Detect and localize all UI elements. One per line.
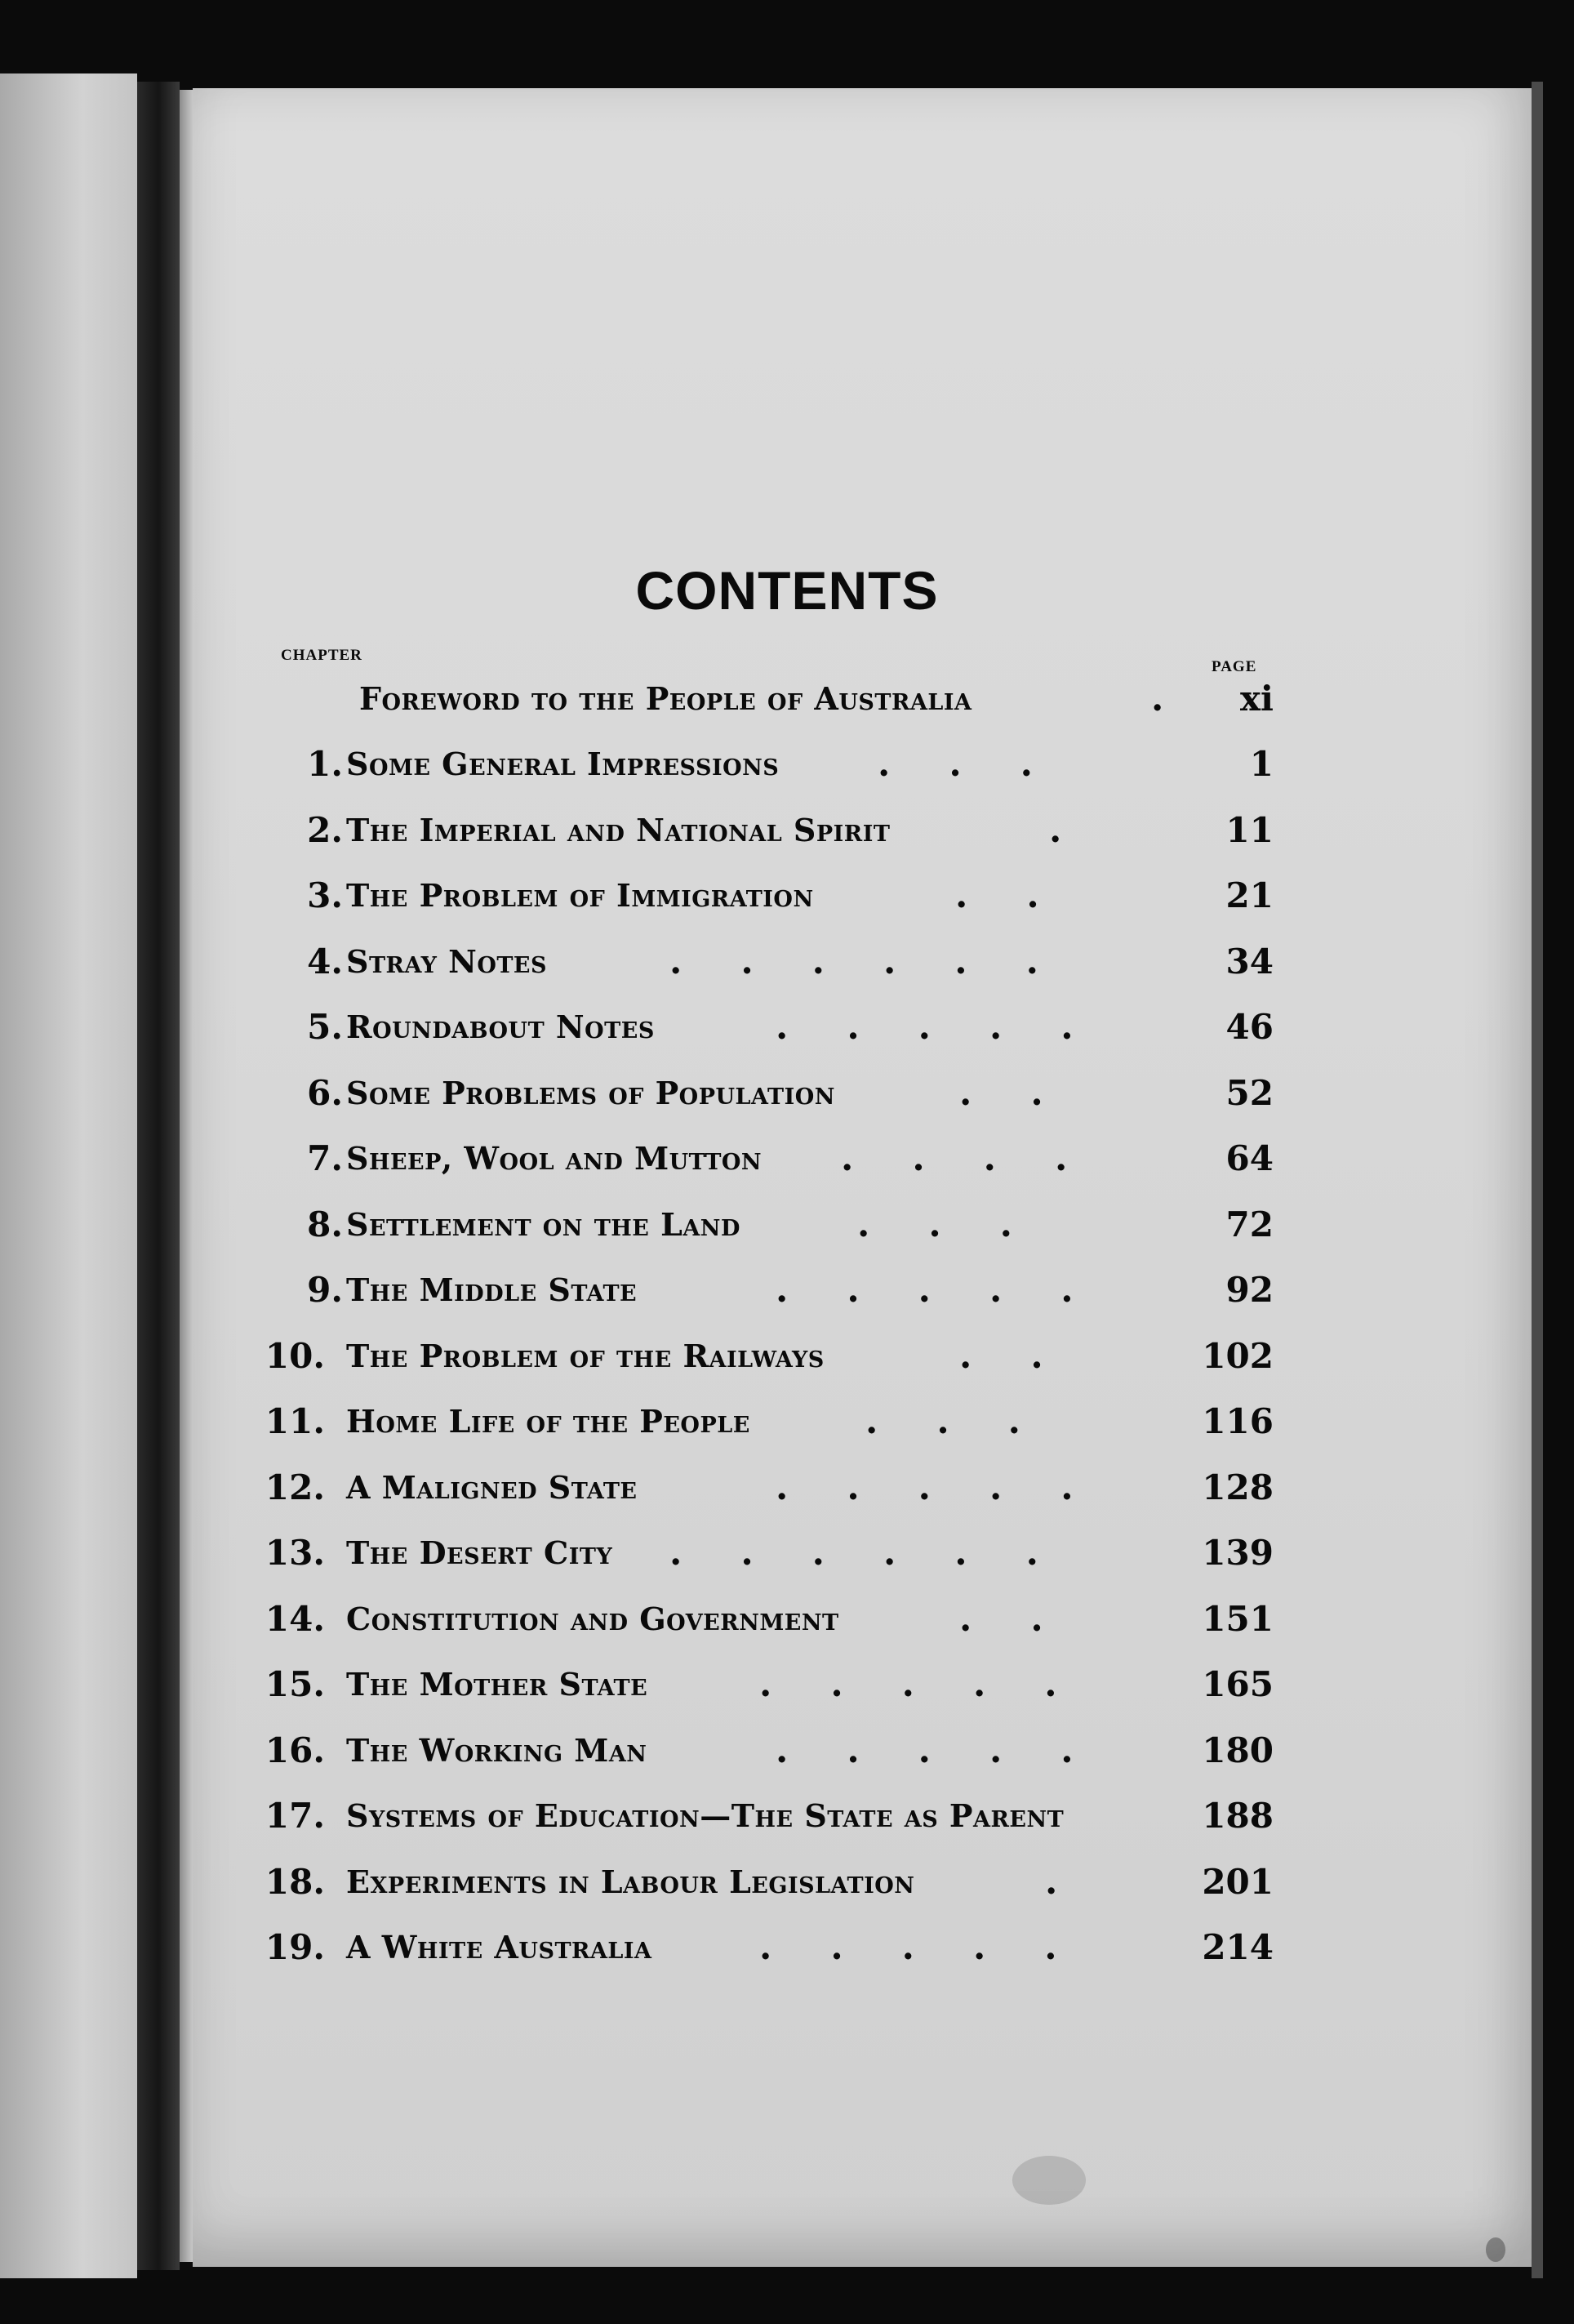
ink-smudge <box>1486 2237 1505 2262</box>
entry-page: 188 <box>1202 1796 1274 1836</box>
entry-number: 13. <box>265 1533 325 1573</box>
entry-page: 64 <box>1225 1138 1274 1178</box>
entry-page: 180 <box>1202 1730 1274 1770</box>
leader-dots: .. <box>959 1334 1102 1377</box>
entry-number: 6. <box>307 1072 343 1113</box>
entry-title: The Problem of the Railways <box>346 1337 825 1374</box>
entry-page: 46 <box>1225 1007 1274 1047</box>
leader-dots: ... <box>857 1203 1071 1245</box>
entry-number: 10. <box>265 1335 325 1376</box>
entry-number: 12. <box>265 1467 325 1507</box>
leader-dots: ...... <box>669 1532 1097 1574</box>
toc-entry <box>261 1463 1274 1512</box>
entry-number: 14. <box>265 1598 325 1639</box>
entry-page: 128 <box>1202 1467 1274 1507</box>
entry-title: Systems of Education—The State as Parent <box>346 1797 1065 1834</box>
toc-entry <box>261 1134 1274 1183</box>
entry-title: Foreword to the People of Australia <box>359 680 972 717</box>
entry-number: 19. <box>265 1927 325 1967</box>
toc-entry <box>261 1792 1274 1841</box>
toc-entry <box>261 1529 1274 1578</box>
toc-entry <box>261 1266 1274 1315</box>
entry-page: 151 <box>1202 1598 1274 1639</box>
entry-page: 139 <box>1202 1533 1274 1573</box>
entry-number: 5. <box>307 1007 343 1047</box>
entry-title: The Middle State <box>346 1271 638 1308</box>
entry-title: Home Life of the People <box>346 1403 750 1440</box>
toc-entry <box>261 1069 1274 1118</box>
leader-dots: ..... <box>776 1006 1132 1048</box>
toc-entry <box>261 1595 1274 1644</box>
entry-title: The Mother State <box>346 1666 648 1703</box>
toc-entry <box>261 1200 1274 1249</box>
entry-page: 72 <box>1225 1204 1274 1244</box>
entry-title: Some Problems of Population <box>346 1074 835 1111</box>
leader-dots: .. <box>955 875 1098 916</box>
entry-number: 15. <box>265 1664 325 1704</box>
leader-dots: .. <box>959 1071 1102 1114</box>
entry-title: The Working Man <box>346 1731 647 1769</box>
entry-page: 11 <box>1225 809 1274 850</box>
entry-title: Some General Impressions <box>346 746 780 782</box>
toc-entry <box>261 1660 1274 1709</box>
toc-entry-foreword <box>261 674 1274 723</box>
facing-page-edge <box>0 73 137 2278</box>
toc-entry <box>261 740 1274 789</box>
entry-number: 2. <box>307 809 343 850</box>
toc-entry <box>261 1858 1274 1907</box>
toc-entry <box>261 871 1274 920</box>
entry-title: A White Australia <box>346 1929 652 1966</box>
toc-entry <box>261 1923 1274 1972</box>
leader-dots: ..... <box>759 1663 1116 1705</box>
entry-page: 34 <box>1225 941 1274 982</box>
entry-title: Roundabout Notes <box>346 1008 655 1045</box>
entry-page: xi <box>1240 679 1274 719</box>
entry-number: 7. <box>307 1138 343 1178</box>
entry-number: 18. <box>265 1861 325 1902</box>
book-binding <box>137 82 180 2270</box>
entry-page: 102 <box>1202 1335 1274 1376</box>
entry-page: 52 <box>1225 1072 1274 1113</box>
entry-title: The Desert City <box>346 1534 613 1571</box>
leader-dots: ..... <box>776 1269 1132 1311</box>
leader-dots: ... <box>878 743 1092 785</box>
leader-dots: ..... <box>759 1926 1116 1968</box>
entry-number: 8. <box>307 1204 343 1244</box>
entry-number: 3. <box>307 875 343 915</box>
entry-page: 21 <box>1225 875 1274 915</box>
entry-page: 214 <box>1202 1927 1274 1967</box>
toc-entry <box>261 806 1274 855</box>
entry-number: 17. <box>265 1796 325 1836</box>
leader-dots: . <box>1045 1860 1117 1903</box>
entry-number: 9. <box>307 1270 343 1310</box>
entry-number: 4. <box>307 941 343 982</box>
entry-number: 16. <box>265 1730 325 1770</box>
entry-title: The Problem of Immigration <box>346 877 814 914</box>
toc-entry <box>261 1003 1274 1052</box>
entry-page: 116 <box>1202 1401 1274 1441</box>
toc-entry <box>261 1726 1274 1775</box>
chapter-column-header: CHAPTER <box>281 647 362 664</box>
page-title: CONTENTS <box>635 560 939 621</box>
entry-page: 165 <box>1202 1664 1274 1704</box>
leader-dots: ..... <box>776 1729 1132 1771</box>
ink-smudge <box>1012 2156 1086 2205</box>
page-column-header: PAGE <box>1212 658 1257 675</box>
entry-page: 201 <box>1202 1861 1274 1902</box>
toc-entry <box>261 1332 1274 1381</box>
leader-dots: . <box>1049 808 1121 851</box>
leader-dots: . <box>1151 678 1223 719</box>
leader-dots: ..... <box>776 1466 1132 1508</box>
entry-title: Experiments in Labour Legislation <box>346 1863 915 1900</box>
entry-title: The Imperial and National Spirit <box>346 811 891 848</box>
entry-title: Sheep, Wool and Mutton <box>346 1140 763 1177</box>
toc-entry <box>261 937 1274 986</box>
leader-dots: ... <box>865 1400 1079 1442</box>
toc-entry <box>261 1397 1274 1446</box>
page-edge <box>1532 82 1543 2278</box>
entry-title: Stray Notes <box>346 942 548 980</box>
leader-dots: .... <box>841 1138 1127 1179</box>
entry-page: 1 <box>1249 744 1274 784</box>
entry-page: 92 <box>1225 1270 1274 1310</box>
leader-dots: ...... <box>669 940 1097 982</box>
leader-dots: .. <box>959 1597 1102 1640</box>
entry-number: 11. <box>265 1401 325 1441</box>
entry-title: Constitution and Government <box>346 1600 839 1637</box>
entry-title: Settlement on the Land <box>346 1205 740 1243</box>
entry-number: 1. <box>307 744 343 784</box>
entry-title: A Maligned State <box>346 1468 638 1506</box>
